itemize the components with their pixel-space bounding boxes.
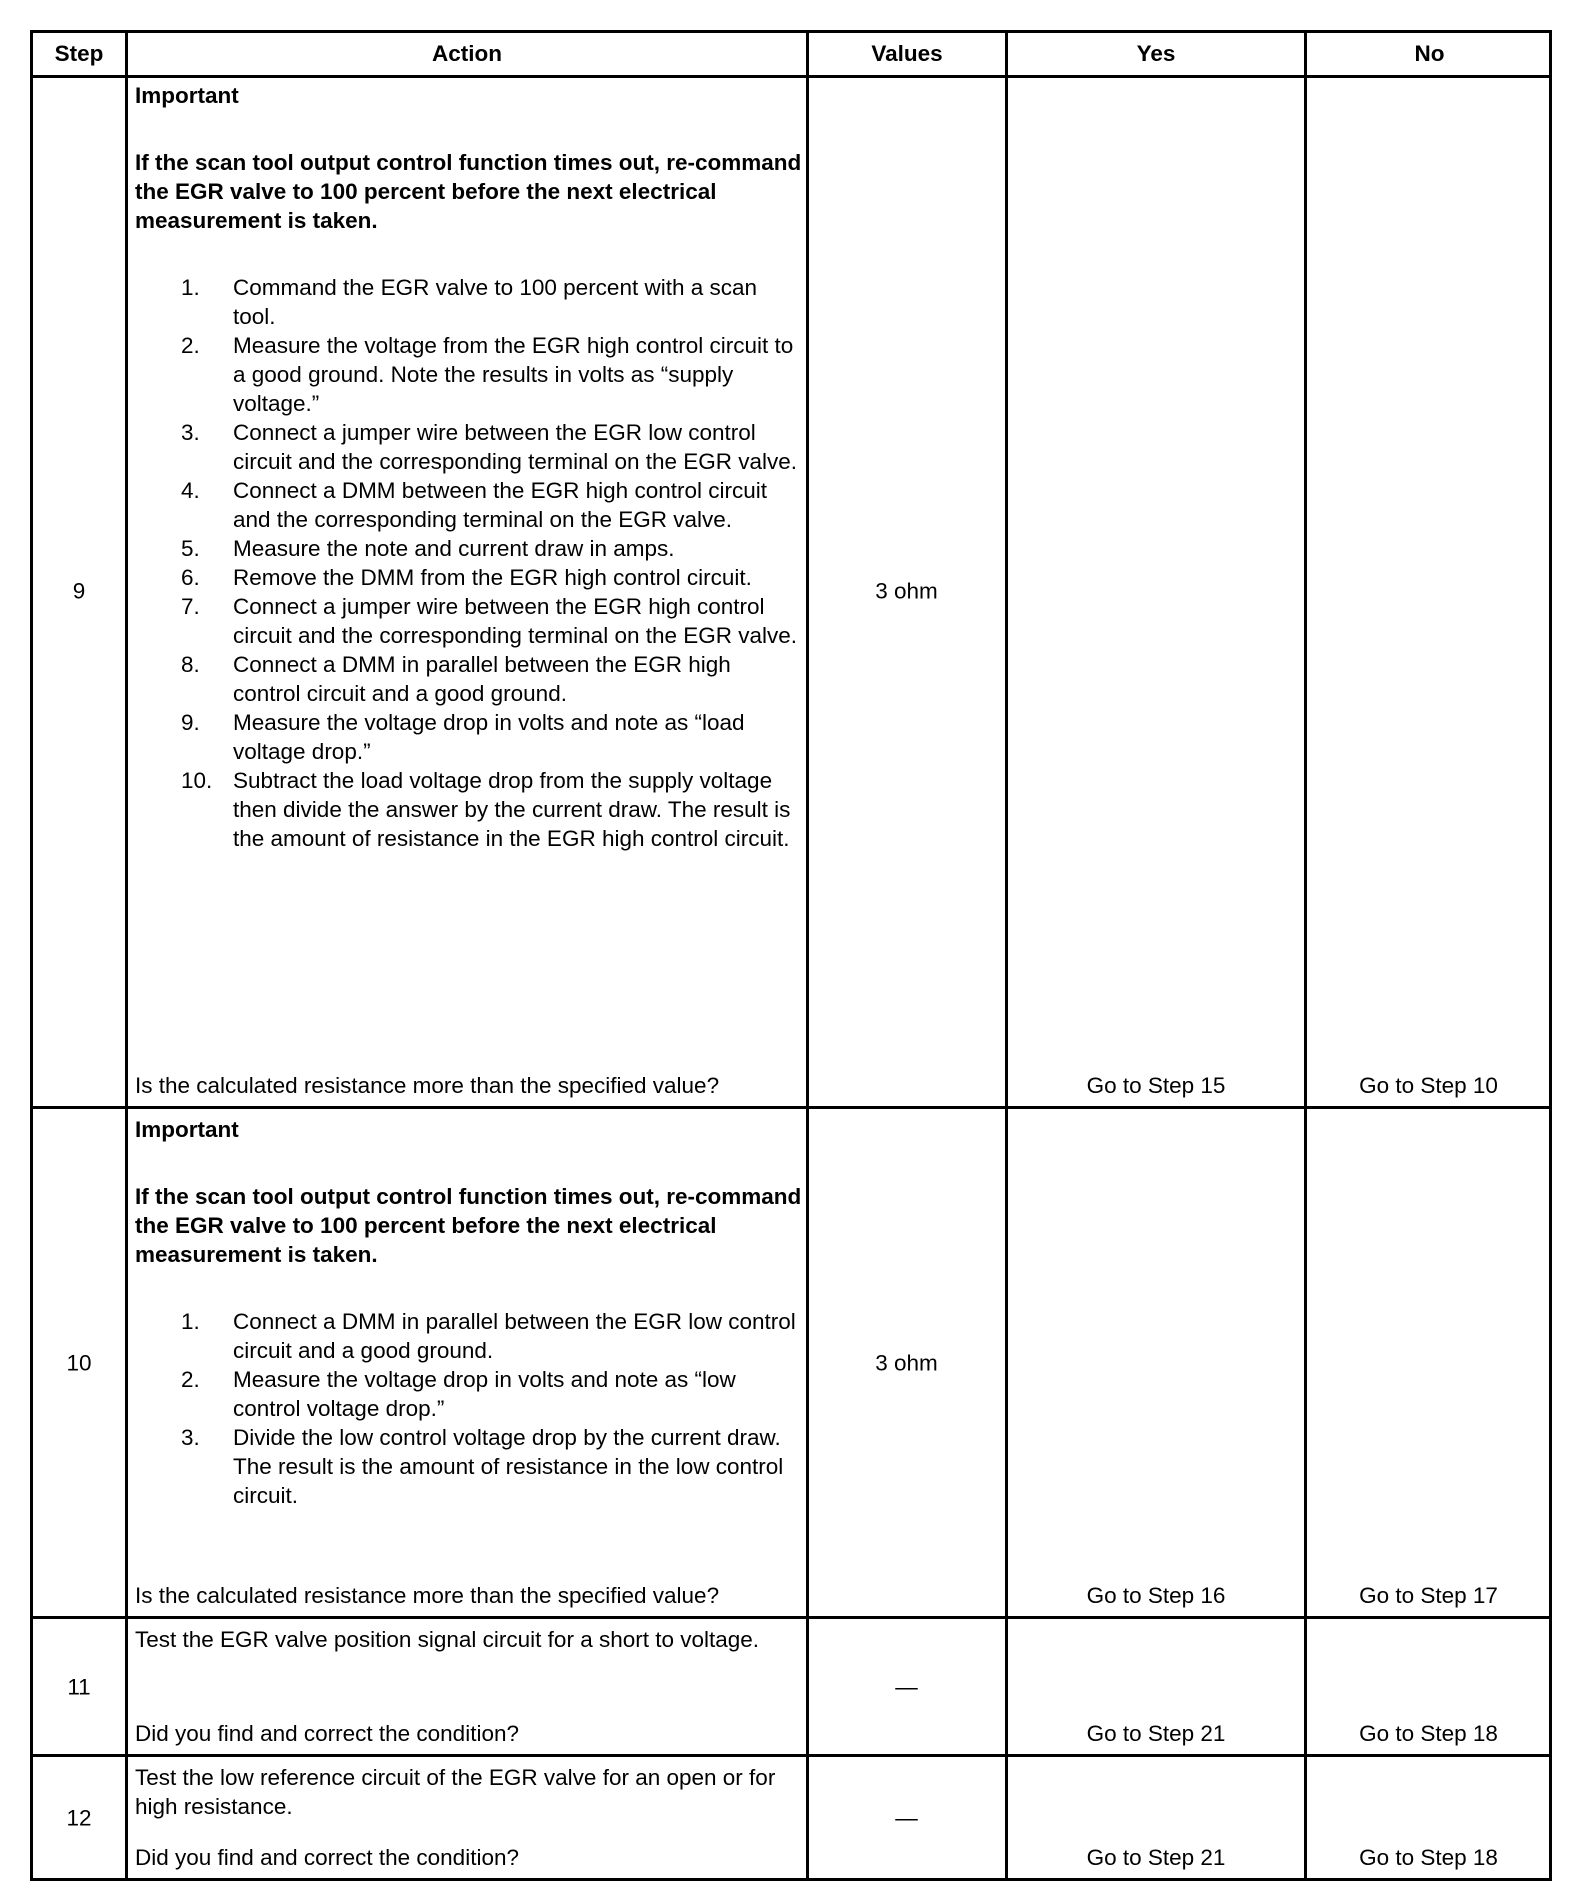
list-item-text: Connect a jumper wire between the EGR high control circuit and the corresponding terminal on the EGR valve. (233, 594, 798, 648)
question-text: Did you find and correct the condition? (135, 1721, 519, 1746)
yes-result: Go to Step 15 (1086, 1073, 1226, 1098)
important-label: Important (135, 1117, 239, 1142)
step-number: 12 (66, 1805, 92, 1830)
spec-value: — (895, 1674, 918, 1699)
list-item: 9. Measure the voltage drop in volts and note as “load voltage drop.” (181, 710, 745, 764)
list-item: 3. Divide the low control voltage drop by the current draw. The result is the amount of resistance in the low control circuit. (181, 1425, 784, 1508)
procedure-list (135, 273, 803, 853)
yes-result: Go to Step 16 (1086, 1583, 1226, 1608)
table-row-step-12 (33, 1757, 1549, 1878)
step-number: 10 (66, 1350, 92, 1375)
table-row-step-10 (33, 1109, 1549, 1619)
header-action: Action (432, 41, 502, 66)
list-item: 5. Measure the note and current draw in amps. (181, 536, 675, 561)
list-item-text: Measure the voltage from the EGR high control circuit to a good ground. Note the results in volts as “supply voltage.” (233, 333, 794, 416)
spec-value: 3 ohm (875, 1350, 938, 1375)
important-note: If the scan tool output control function times out, re-command the EGR valve to 100 percent before the next electrical measurement is taken. (135, 150, 802, 233)
spec-value: 3 ohm (875, 578, 938, 603)
list-item-text: Connect a DMM between the EGR high control circuit and the corresponding terminal on the EGR valve. (233, 478, 767, 532)
important-label: Important (135, 83, 239, 108)
list-item-text: Command the EGR valve to 100 percent with a scan tool. (233, 275, 758, 329)
header-values: Values (871, 41, 943, 66)
question-text: Is the calculated resistance more than the specified value? (135, 1583, 720, 1608)
list-item-text: Measure the voltage drop in volts and note as “load voltage drop.” (233, 710, 745, 764)
list-item: 3. Connect a jumper wire between the EGR low control circuit and the corresponding terminal on the EGR valve. (181, 420, 798, 474)
no-result: Go to Step 10 (1359, 1073, 1498, 1098)
list-item: 2. Measure the voltage drop in volts and note as “low control voltage drop.” (181, 1367, 736, 1421)
no-result: Go to Step 18 (1359, 1845, 1498, 1870)
header-step: Step (54, 41, 104, 66)
list-item: 10. Subtract the load voltage drop from the supply voltage then divide the answer by the current draw. The result is the amount of resistance in the EGR high control circuit. (181, 768, 791, 851)
spec-value: — (895, 1805, 918, 1830)
list-item: 8. Connect a DMM in parallel between the EGR high control circuit and a good ground. (181, 652, 731, 706)
list-item: 6. Remove the DMM from the EGR high control circuit. (181, 565, 752, 590)
step-number: 11 (67, 1674, 91, 1699)
no-result: Go to Step 18 (1359, 1721, 1498, 1746)
question-text: Did you find and correct the condition? (135, 1845, 519, 1870)
yes-result: Go to Step 21 (1086, 1845, 1226, 1870)
step-number: 9 (72, 578, 86, 603)
action-text: Test the low reference circuit of the EGR valve for an open or for high resistance. (135, 1765, 776, 1819)
list-item-text: Subtract the load voltage drop from the supply voltage then divide the answer by the current draw. The result is the amount of resistance in the EGR high control circuit. (233, 768, 791, 851)
procedure-list (135, 1307, 803, 1510)
table-row-step-9 (33, 75, 1549, 1109)
list-item: 1. Command the EGR valve to 100 percent with a scan tool. (181, 275, 758, 329)
action-cell (135, 81, 803, 853)
list-item-text: Measure the note and current draw in amps. (233, 536, 675, 561)
list-item-text: Remove the DMM from the EGR high control circuit. (233, 565, 752, 590)
list-item: 4. Connect a DMM between the EGR high control circuit and the corresponding terminal on the EGR valve. (181, 478, 767, 532)
list-item: 7. Connect a jumper wire between the EGR high control circuit and the corresponding terminal on the EGR valve. (181, 594, 798, 648)
list-item: 2. Measure the voltage from the EGR high control circuit to a good ground. Note the results in volts as “supply voltage.” (181, 333, 794, 416)
list-item-text: Divide the low control voltage drop by the current draw. The result is the amount of resistance in the low control circuit. (233, 1425, 784, 1508)
table-header (33, 33, 1549, 78)
list-item: 1. Connect a DMM in parallel between the EGR low control circuit and a good ground. (181, 1309, 796, 1363)
list-item-text: Measure the voltage drop in volts and note as “low control voltage drop.” (233, 1367, 736, 1421)
no-result: Go to Step 17 (1359, 1583, 1498, 1608)
list-item-text: Connect a DMM in parallel between the EGR high control circuit and a good ground. (233, 652, 731, 706)
action-text: Test the EGR valve position signal circuit for a short to voltage. (135, 1627, 760, 1652)
important-note: If the scan tool output control function times out, re-command the EGR valve to 100 percent before the next electrical measurement is taken. (135, 1184, 802, 1267)
diagnostic-table (30, 30, 1552, 1881)
question-text: Is the calculated resistance more than the specified value? (135, 1073, 720, 1098)
action-cell (135, 1115, 803, 1510)
table-row-step-11 (33, 1619, 1549, 1757)
yes-result: Go to Step 21 (1086, 1721, 1226, 1746)
list-item-text: Connect a jumper wire between the EGR low control circuit and the corresponding terminal on the EGR valve. (233, 420, 798, 474)
list-item-text: Connect a DMM in parallel between the EGR low control circuit and a good ground. (233, 1309, 796, 1363)
header-yes: Yes (1136, 41, 1176, 66)
header-no: No (1414, 41, 1445, 66)
